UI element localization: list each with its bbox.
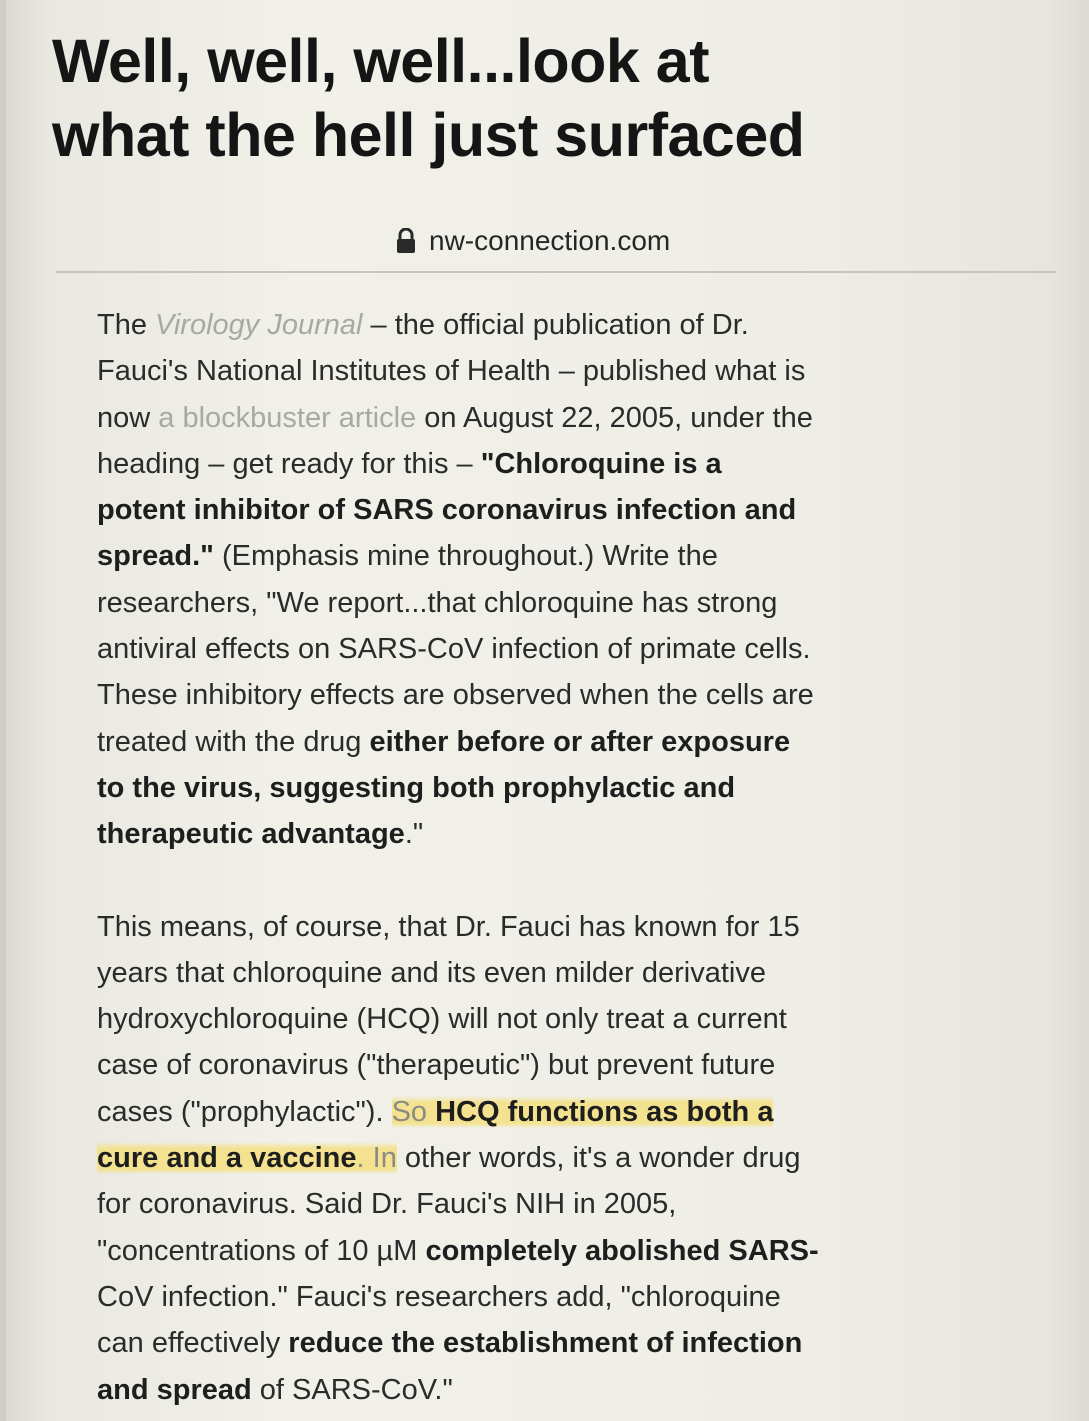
paragraph-1 (97, 302, 1047, 858)
text-line (97, 1089, 1047, 1135)
text-line (97, 811, 1047, 857)
text-line (97, 719, 1047, 765)
text: ." (404, 818, 424, 851)
text-line: Fauci's National Institutes of Health – published what is (97, 355, 806, 388)
text: of SARS-CoV." (251, 1373, 453, 1406)
text: cases ("prophylactic"). (97, 1095, 392, 1128)
blockbuster-article-link[interactable]: a blockbuster article (158, 401, 417, 434)
text-line: years that chloroquine and its even milder derivative (97, 956, 766, 989)
source-url[interactable] (395, 224, 670, 258)
text-line (97, 1367, 1047, 1413)
text: The (97, 309, 156, 341)
text-line: hydroxychloroquine (HCQ) will not only treat a current (97, 1003, 787, 1036)
bold-text: "Chloroquine is a (480, 447, 722, 480)
text-line: case of coronavirus ("therapeutic") but prevent future (97, 1049, 776, 1082)
text-line: potent inhibitor of SARS coronavirus infection and (97, 494, 797, 527)
bold-text: and spread (97, 1373, 252, 1406)
text: can effectively (97, 1327, 289, 1360)
text-line: This means, of course, that Dr. Fauci has known for 15 (97, 910, 800, 943)
text-line (97, 1135, 1047, 1181)
highlighted-bold-text: cure and a vaccine (97, 1142, 357, 1175)
text-line (97, 395, 1047, 441)
bold-text: therapeutic advantage (97, 818, 405, 851)
text: other words, it's a wonder drug (396, 1142, 801, 1175)
highlighted-text: So (391, 1095, 436, 1128)
highlighted-text: . In (356, 1142, 397, 1175)
text-line (97, 533, 1047, 579)
bold-text: completely abolished SARS- (425, 1234, 819, 1267)
left-edge (0, 0, 6, 1421)
text-line: to the virus, suggesting both prophylactic and (97, 771, 736, 804)
text-line (97, 302, 1047, 348)
text: (Emphasis mine throughout.) Write the (213, 540, 718, 573)
text: now (97, 401, 159, 434)
text-line: CoV infection." Fauci's researchers add, "chloroquine (97, 1280, 781, 1313)
headline (52, 24, 1052, 172)
text: heading – get ready for this – (97, 447, 481, 480)
headline-line-1: Well, well, well...look at (52, 27, 710, 95)
virology-journal-link[interactable]: Virology Journal (155, 309, 363, 341)
bold-text: reduce the establishment of infection (288, 1327, 803, 1360)
text-line: researchers, "We report...that chloroquine has strong (97, 586, 778, 619)
divider (56, 271, 1056, 273)
text-line: for coronavirus. Said Dr. Fauci's NIH in 2005, (97, 1188, 677, 1221)
bold-text: spread." (97, 540, 214, 573)
text: on August 22, 2005, under the (416, 401, 813, 434)
bold-text: either before or after exposure (369, 725, 791, 758)
text-line: These inhibitory effects are observed when the cells are (97, 679, 814, 712)
text: "concentrations of 10 µM (97, 1234, 426, 1267)
text-line (97, 441, 1047, 487)
source-domain[interactable]: nw-connection.com (429, 225, 671, 256)
text: – the official publication of Dr. (362, 309, 749, 341)
text-line (97, 1320, 1047, 1366)
paragraph-2 (97, 904, 1047, 1413)
highlighted-bold-text: HCQ functions as both a (435, 1095, 774, 1128)
article-body (97, 302, 1047, 1413)
lock-icon (395, 228, 417, 254)
text-line: antiviral effects on SARS-CoV infection of primate cells. (97, 633, 811, 666)
headline-line-2: what the hell just surfaced (52, 101, 805, 169)
text-line (97, 1228, 1047, 1274)
text: treated with the drug (97, 725, 370, 758)
